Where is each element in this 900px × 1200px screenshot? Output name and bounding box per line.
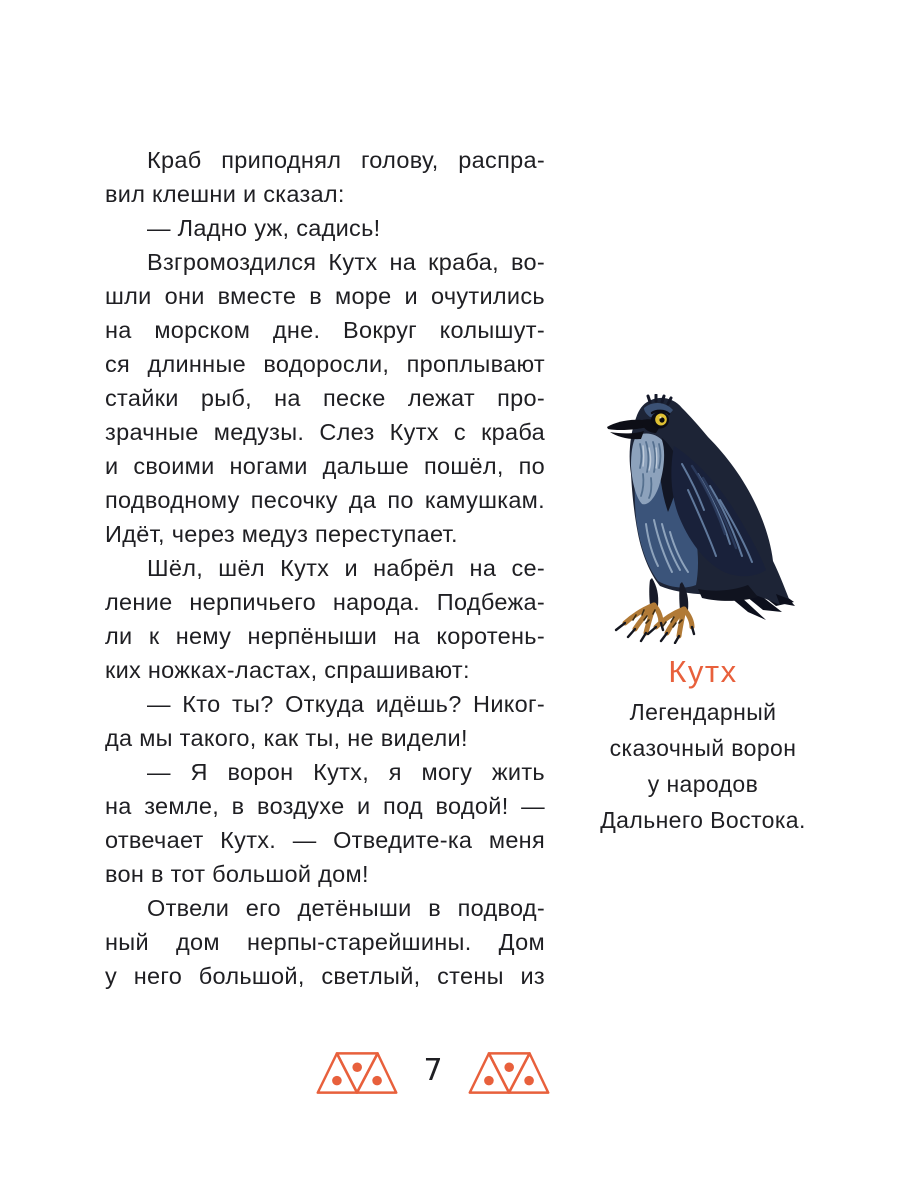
figure-caption-block: [586, 650, 820, 838]
story-line: отвечает Кутх. — Отведите-ка меня: [105, 827, 545, 853]
caption-line: сказочный ворон: [609, 735, 797, 761]
story-line: ли к нему нерпёныши на коротень-: [105, 623, 545, 649]
story-line: на морском дне. Вокруг колышут-: [105, 317, 545, 343]
page-number: 7: [423, 1052, 443, 1088]
caption-line: Легендарный: [629, 699, 777, 725]
caption-line: у народов: [647, 771, 759, 797]
story-line: подводному песочку да по камушкам.: [105, 487, 545, 513]
story-line: — Я ворон Кутх, я могу жить: [147, 759, 545, 785]
story-line: — Ладно уж, садись!: [147, 215, 381, 241]
triangle-ornament-left: [316, 1051, 398, 1095]
story-line: да мы такого, как ты, не видели!: [105, 725, 468, 751]
story-line: на земле, в воздухе и под водой! —: [105, 793, 545, 819]
story-line: ление нерпичьего народа. Подбежа-: [105, 589, 545, 615]
story-line: у него большой, светлый, стены из: [105, 963, 545, 989]
figure: [598, 394, 798, 644]
story-text: [105, 143, 545, 993]
story-line: — Кто ты? Откуда идёшь? Никог-: [147, 691, 545, 717]
story-line: Краб приподнял голову, распра-: [147, 147, 545, 173]
raven-illustration: [598, 394, 798, 644]
story-line: ких ножках-ластах, спрашивают:: [105, 657, 470, 683]
story-line: вон в тот большой дом!: [105, 861, 369, 887]
caption-line: Дальнего Востока.: [600, 807, 806, 833]
story-line: Взгромоздился Кутх на краба, во-: [147, 249, 545, 275]
story-line: стайки рыб, на песке лежат про-: [105, 385, 545, 411]
story-line: ный дом нерпы-старейшины. Дом: [105, 929, 545, 955]
page-footer: [316, 1051, 550, 1095]
figure-title: Кутх: [668, 654, 738, 689]
story-line: ся длинные водоросли, проплывают: [105, 351, 545, 377]
story-line: Отвели его детёныши в подвод-: [147, 895, 545, 921]
triangle-ornament-right: [468, 1051, 550, 1095]
story-line: Идёт, через медуз переступает.: [105, 521, 458, 547]
story-line: вил клешни и сказал:: [105, 181, 345, 207]
story-line: Шёл, шёл Кутх и набрёл на се-: [147, 555, 545, 581]
story-line: шли они вместе в море и очутились: [105, 283, 545, 309]
story-line: и своими ногами дальше пошёл, по: [105, 453, 545, 479]
story-line: зрачные медузы. Слез Кутх с краба: [105, 419, 545, 445]
figure-caption: [586, 694, 820, 838]
